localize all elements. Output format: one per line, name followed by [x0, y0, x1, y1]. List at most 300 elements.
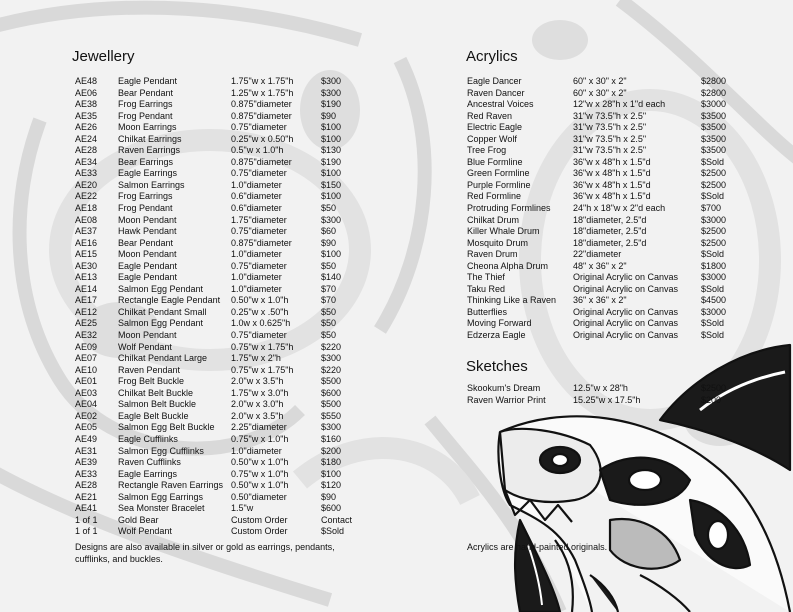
item-size: 31"w 73.5"h x 2.5"	[573, 110, 647, 121]
item-price: $1800	[701, 260, 727, 271]
item-code: AE41	[75, 503, 98, 514]
item-price: $150	[321, 179, 342, 190]
item-size: 18"diameter, 2.5"d	[573, 237, 647, 248]
item-name: Raven Cufflinks	[118, 457, 181, 468]
item-price: $4500	[701, 295, 727, 306]
list-item	[75, 261, 375, 273]
item-name: Bear Pendant	[118, 237, 174, 248]
item-price: $700	[701, 203, 722, 214]
list-item	[467, 226, 767, 238]
item-name: Eagle Cufflinks	[118, 433, 178, 444]
list-item	[75, 422, 375, 434]
item-price: $2500	[701, 168, 727, 179]
item-code: AE31	[75, 445, 98, 456]
jewellery-note: Designs are also available in silver or gold as earrings, pendants, cufflinks, and buckles.	[75, 542, 335, 564]
item-price: $Sold	[321, 526, 345, 537]
list-item	[467, 99, 767, 111]
list-item	[75, 457, 375, 469]
item-name: Frog Belt Buckle	[118, 376, 185, 387]
item-name: Salmon Egg Pendant	[118, 283, 204, 294]
list-item	[75, 342, 375, 354]
item-size: 0.875"diameter	[231, 99, 292, 110]
item-size: 15.25"w x 17.5"h	[573, 394, 641, 405]
list-item	[75, 134, 375, 146]
item-code: AE24	[75, 133, 98, 144]
item-price: $100	[321, 191, 342, 202]
item-name: Cheona Alpha Drum	[467, 260, 549, 271]
item-name: Red Raven	[467, 110, 513, 121]
item-name: Chilkat Pendant Small	[118, 306, 207, 317]
list-item	[467, 111, 767, 123]
item-code: AE38	[75, 99, 98, 110]
item-price: $160	[321, 433, 342, 444]
list-item	[75, 99, 375, 111]
item-code: AE30	[75, 260, 98, 271]
item-name: Thinking Like a Raven	[467, 295, 557, 306]
jewellery-price-list	[75, 76, 375, 538]
item-name: Frog Pendant	[118, 203, 173, 214]
item-name: Tree Frog	[467, 145, 507, 156]
item-price: $70	[321, 295, 337, 306]
item-name: Electric Eagle	[467, 122, 523, 133]
list-item	[75, 446, 375, 458]
item-size: 36"w x 48"h x 1.5"d	[573, 156, 651, 167]
item-code: AE15	[75, 249, 98, 260]
list-item	[75, 365, 375, 377]
item-size: 0.6"diameter	[231, 203, 282, 214]
item-name: Moon Pendant	[118, 330, 177, 341]
list-item	[75, 503, 375, 515]
item-price: $Sold	[701, 318, 725, 329]
item-name: Green Formline	[467, 168, 530, 179]
item-code: AE49	[75, 433, 98, 444]
item-size: 1.0"diameter	[231, 445, 282, 456]
item-price: $60	[321, 226, 337, 237]
item-size: 36"w x 48"h x 1.5"d	[573, 179, 651, 190]
list-item	[467, 383, 767, 395]
item-size: 0.75"w x 1.75"h	[231, 341, 294, 352]
item-size: 0.50"w x 1.0"h	[231, 480, 289, 491]
item-price: $300	[321, 76, 342, 86]
item-size: 1.5"w	[231, 503, 254, 514]
item-size: 0.50"w x 1.0"h	[231, 295, 289, 306]
item-price: $120	[321, 480, 342, 491]
item-name: Rectangle Raven Earrings	[118, 480, 224, 491]
list-item	[75, 145, 375, 157]
item-code: AE25	[75, 318, 98, 329]
item-size: 12.5"w x 28"h	[573, 383, 628, 393]
sketches-heading: Sketches	[466, 358, 528, 375]
list-item	[467, 145, 767, 157]
list-item	[75, 376, 375, 388]
item-name: Hawk Pendant	[118, 226, 177, 237]
item-price: $50	[321, 318, 337, 329]
item-name: Salmon Earrings	[118, 179, 185, 190]
list-item	[75, 515, 375, 527]
item-name: Skookum's Dream	[467, 383, 541, 393]
item-size: 1.0"diameter	[231, 272, 282, 283]
item-size: 2.0"w x 3.5"h	[231, 410, 284, 421]
item-price: $600	[321, 503, 342, 514]
item-name: Sea Monster Bracelet	[118, 503, 205, 514]
item-name: Raven Dancer	[467, 87, 525, 98]
item-name: Moon Pendant	[118, 214, 177, 225]
item-name: Frog Earrings	[118, 191, 173, 202]
item-name: Blue Formline	[467, 156, 523, 167]
list-item	[467, 295, 767, 307]
jewellery-heading: Jewellery	[72, 48, 135, 65]
item-code: AE05	[75, 422, 98, 433]
item-code: AE28	[75, 480, 98, 491]
item-code: AE17	[75, 295, 98, 306]
item-name: Protruding Formlines	[467, 203, 551, 214]
item-code: 1 of 1	[75, 526, 98, 537]
item-name: Bear Pendant	[118, 87, 174, 98]
list-item	[467, 318, 767, 330]
acrylics-price-list	[467, 76, 767, 342]
item-price: $300	[321, 214, 342, 225]
item-price: $Sold	[701, 156, 725, 167]
item-name: Moving Forward	[467, 318, 532, 329]
list-item	[75, 272, 375, 284]
list-item	[75, 76, 375, 88]
list-item	[75, 215, 375, 227]
item-name: Moon Earrings	[118, 122, 177, 133]
item-price: $Sold	[701, 283, 725, 294]
list-item	[467, 122, 767, 134]
item-size: 0.50"w x 1.0"h	[231, 457, 289, 468]
list-item	[467, 330, 767, 342]
item-code: AE14	[75, 283, 98, 294]
item-code: AE12	[75, 306, 98, 317]
item-price: $2800	[701, 87, 727, 98]
item-size: 31"w 73.5"h x 2.5"	[573, 145, 647, 156]
item-price: $3500	[701, 110, 727, 121]
list-item	[75, 88, 375, 100]
item-code: AE09	[75, 341, 98, 352]
item-price: $Sold	[701, 249, 725, 260]
item-code: AE01	[75, 376, 98, 387]
item-price: $70	[321, 283, 337, 294]
item-price: $600	[321, 387, 342, 398]
list-item	[75, 434, 375, 446]
item-code: AE20	[75, 179, 98, 190]
item-name: Wolf Pendant	[118, 526, 172, 537]
list-item	[75, 295, 375, 307]
item-price: $2500	[701, 226, 727, 237]
item-name: Purple Formline	[467, 179, 531, 190]
list-item	[75, 469, 375, 481]
item-name: Eagle Pendant	[118, 272, 178, 283]
item-size: 48" x 36" x 2"	[573, 260, 627, 271]
item-size: 1.0"diameter	[231, 249, 282, 260]
item-size: 18"diameter, 2.5"d	[573, 214, 647, 225]
item-name: Ancestral Voices	[467, 99, 534, 110]
item-size: 2.25"diameter	[231, 422, 287, 433]
list-item	[75, 111, 375, 123]
list-item	[75, 157, 375, 169]
item-size: 31"w 73.5"h x 2.5"	[573, 122, 647, 133]
item-price: $2500	[701, 179, 727, 190]
item-code: AE07	[75, 353, 98, 364]
item-price: $550	[321, 410, 342, 421]
item-size: 36"w x 48"h x 1.5"d	[573, 191, 651, 202]
item-size: 1.75"diameter	[231, 214, 287, 225]
item-code: AE22	[75, 191, 98, 202]
item-name: Frog Pendant	[118, 110, 173, 121]
list-item	[467, 249, 767, 261]
list-item	[467, 134, 767, 146]
item-code: AE28	[75, 145, 98, 156]
item-price: $3000	[701, 306, 727, 317]
item-price: $50	[321, 203, 337, 214]
item-size: 2.0"w x 3.0"h	[231, 399, 284, 410]
list-item	[467, 261, 767, 273]
item-size: Original Acrylic on Canvas	[573, 283, 679, 294]
item-price: Contact	[321, 514, 353, 525]
item-name: Salmon Egg Belt Buckle	[118, 422, 215, 433]
item-name: Chilkat Belt Buckle	[118, 387, 194, 398]
item-size: 1.0"diameter	[231, 283, 282, 294]
item-size: 0.50"diameter	[231, 491, 287, 502]
list-item	[467, 272, 767, 284]
list-item	[467, 395, 767, 407]
item-code: AE33	[75, 468, 98, 479]
list-item	[75, 168, 375, 180]
item-name: Butterflies	[467, 306, 508, 317]
item-price: $200	[701, 394, 722, 405]
item-price: $3500	[701, 133, 727, 144]
item-size: Custom Order	[231, 514, 288, 525]
item-price: $50	[321, 330, 337, 341]
item-price: $90	[321, 110, 337, 121]
list-item	[75, 249, 375, 261]
item-price: $2800	[701, 76, 727, 86]
item-size: 1.0"diameter	[231, 179, 282, 190]
item-name: Frog Earrings	[118, 99, 173, 110]
list-item	[467, 191, 767, 203]
item-price: $500	[321, 399, 342, 410]
item-size: 36"w x 48"h x 1.5"d	[573, 168, 651, 179]
item-size: 1.75"w x 1.75"h	[231, 76, 294, 86]
item-size: 0.875"diameter	[231, 156, 292, 167]
item-size: 12"w x 28"h x 1"d each	[573, 99, 666, 110]
item-name: Chilkat Drum	[467, 214, 520, 225]
list-item	[467, 88, 767, 100]
item-price: $3000	[701, 99, 727, 110]
item-name: Eagle Belt Buckle	[118, 410, 189, 421]
item-size: 0.75"diameter	[231, 168, 287, 179]
item-code: AE16	[75, 237, 98, 248]
item-size: 0.75"w x 1.0"h	[231, 468, 289, 479]
item-name: Copper Wolf	[467, 133, 517, 144]
item-size: Original Acrylic on Canvas	[573, 272, 679, 283]
item-code: AE35	[75, 110, 98, 121]
sketches-price-list	[467, 383, 767, 406]
item-name: Rectangle Eagle Pendant	[118, 295, 221, 306]
item-size: 60" x 30" x 2"	[573, 76, 627, 86]
item-size: 1.25"w x 1.75"h	[231, 87, 294, 98]
list-item	[75, 411, 375, 423]
item-price: $Sold	[701, 330, 725, 341]
item-size: 0.75"w x 1.75"h	[231, 364, 294, 375]
list-item	[75, 284, 375, 296]
item-size: 0.75"diameter	[231, 122, 287, 133]
item-price: $190	[321, 156, 342, 167]
item-name: Killer Whale Drum	[467, 226, 540, 237]
item-code: AE37	[75, 226, 98, 237]
acrylics-heading: Acrylics	[466, 48, 518, 65]
list-item	[467, 238, 767, 250]
list-item	[75, 122, 375, 134]
item-name: Eagle Earrings	[118, 168, 178, 179]
item-name: Raven Warrior Print	[467, 394, 546, 405]
item-name: Edzerza Eagle	[467, 330, 526, 341]
item-name: Eagle Pendant	[118, 260, 178, 271]
item-price: $50	[321, 260, 337, 271]
item-code: AE39	[75, 457, 98, 468]
item-size: Custom Order	[231, 526, 288, 537]
item-code: 1 of 1	[75, 514, 98, 525]
item-name: Mosquito Drum	[467, 237, 529, 248]
item-price: $500	[321, 376, 342, 387]
item-name: Raven Earrings	[118, 145, 181, 156]
item-price: $300	[321, 422, 342, 433]
item-code: AE48	[75, 76, 98, 86]
item-size: 0.75"diameter	[231, 330, 287, 341]
item-name: Salmon Belt Buckle	[118, 399, 197, 410]
list-item	[75, 388, 375, 400]
item-name: Salmon Egg Cufflinks	[118, 445, 204, 456]
item-price: $90	[321, 491, 337, 502]
item-code: AE03	[75, 387, 98, 398]
list-item	[75, 526, 375, 538]
item-size: 24"h x 18"w x 2"d each	[573, 203, 666, 214]
item-size: 1.75"w x 3.0"h	[231, 387, 289, 398]
item-name: Eagle Dancer	[467, 76, 522, 86]
item-size: 0.25"w x 0.50"h	[231, 133, 294, 144]
item-name: Bear Earrings	[118, 156, 174, 167]
item-size: 0.75"diameter	[231, 226, 287, 237]
list-item	[75, 203, 375, 215]
item-price: $2500	[701, 237, 727, 248]
list-item	[467, 307, 767, 319]
item-name: Wolf Pendant	[118, 341, 172, 352]
item-price: $90	[321, 237, 337, 248]
item-size: Original Acrylic on Canvas	[573, 318, 679, 329]
item-code: AE32	[75, 330, 98, 341]
list-item	[75, 191, 375, 203]
item-size: 0.25"w x .50"h	[231, 306, 289, 317]
item-price: $100	[321, 122, 342, 133]
item-name: Moon Pendant	[118, 249, 177, 260]
item-price: $50	[321, 306, 337, 317]
item-size: 31"w 73.5"h x 2.5"	[573, 133, 647, 144]
item-price: $100	[321, 249, 342, 260]
item-price: $100	[321, 168, 342, 179]
list-item	[467, 180, 767, 192]
item-size: 22"diameter	[573, 249, 622, 260]
list-item	[467, 76, 767, 88]
item-name: Gold Bear	[118, 514, 159, 525]
item-size: 0.5"w x 1.0"h	[231, 145, 284, 156]
item-price: $180	[321, 457, 342, 468]
item-price: $3000	[701, 272, 727, 283]
item-price: $130	[321, 145, 342, 156]
item-name: Raven Drum	[467, 249, 518, 260]
list-item	[467, 157, 767, 169]
list-item	[75, 307, 375, 319]
item-price: $220	[321, 341, 342, 352]
item-name: Eagle Earrings	[118, 468, 178, 479]
item-price: $Sold	[701, 191, 725, 202]
item-code: AE21	[75, 491, 98, 502]
list-item	[467, 215, 767, 227]
list-item	[75, 353, 375, 365]
item-price: $100	[321, 468, 342, 479]
item-name: Red Formline	[467, 191, 522, 202]
list-item	[75, 180, 375, 192]
list-item	[75, 238, 375, 250]
item-code: AE08	[75, 214, 98, 225]
item-price: $3000	[701, 214, 727, 225]
item-size: 2.0"w x 3.5"h	[231, 376, 284, 387]
item-price: $3500	[701, 145, 727, 156]
item-size: Original Acrylic on Canvas	[573, 330, 679, 341]
item-price: $220	[321, 364, 342, 375]
item-price: $300	[321, 87, 342, 98]
item-size: 0.6"diameter	[231, 191, 282, 202]
item-size: 0.75"w x 1.0"h	[231, 433, 289, 444]
item-size: 18"diameter, 2.5"d	[573, 226, 647, 237]
item-code: AE02	[75, 410, 98, 421]
list-item	[75, 492, 375, 504]
item-name: Chilkat Earrings	[118, 133, 182, 144]
item-size: Original Acrylic on Canvas	[573, 306, 679, 317]
item-size: 0.875"diameter	[231, 110, 292, 121]
item-price: $2500	[701, 383, 727, 393]
item-size: 60" x 30" x 2"	[573, 87, 627, 98]
item-price: $190	[321, 99, 342, 110]
list-item	[467, 168, 767, 180]
item-price: $300	[321, 353, 342, 364]
list-item	[467, 284, 767, 296]
item-name: Chilkat Pendant Large	[118, 353, 208, 364]
list-item	[467, 203, 767, 215]
item-size: 0.875"diameter	[231, 237, 292, 248]
item-size: 0.75"diameter	[231, 260, 287, 271]
item-price: $3500	[701, 122, 727, 133]
list-item	[75, 318, 375, 330]
item-price: $200	[321, 445, 342, 456]
item-size: 36" x 36" x 2"	[573, 295, 627, 306]
item-code: AE26	[75, 122, 98, 133]
item-price: $100	[321, 133, 342, 144]
item-code: AE34	[75, 156, 98, 167]
item-name: Raven Pendant	[118, 364, 181, 375]
list-item	[75, 226, 375, 238]
item-code: AE13	[75, 272, 98, 283]
item-code: AE33	[75, 168, 98, 179]
item-name: Salmon Egg Earrings	[118, 491, 204, 502]
item-name: Eagle Pendant	[118, 76, 178, 86]
item-name: The Thief	[467, 272, 505, 283]
list-item	[75, 480, 375, 492]
item-size: 1.0w x 0.625"h	[231, 318, 291, 329]
item-code: AE18	[75, 203, 98, 214]
item-code: AE10	[75, 364, 98, 375]
item-code: AE06	[75, 87, 98, 98]
